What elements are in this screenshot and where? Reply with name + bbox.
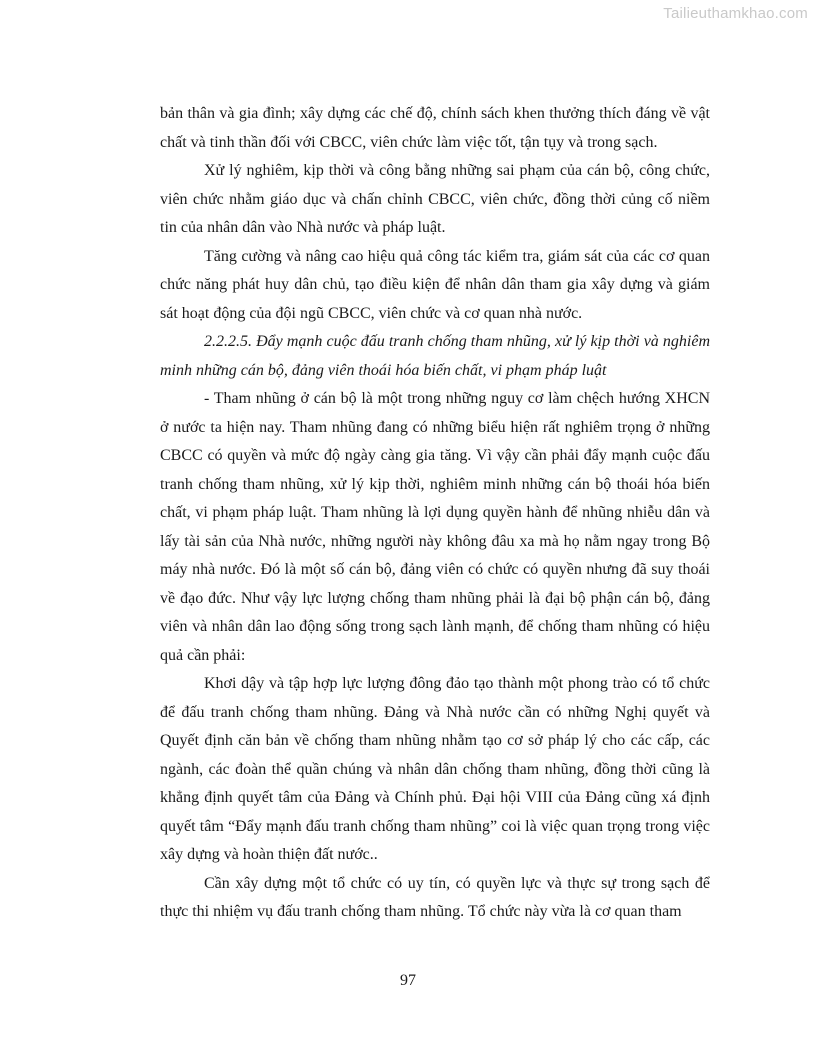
section-heading: 2.2.2.5. Đẩy mạnh cuộc đấu tranh chống tham nhũng, xử lý kịp thời và nghiêm minh những cán bộ, đảng viên thoái hóa biến chất, vi phạm pháp luật <box>160 333 710 379</box>
paragraph-7: Cần xây dựng một tổ chức có uy tín, có quyền lực và thực sự trong sạch để thực thi nhiệm vụ đấu tranh chống tham nhũng. Tổ chức này vừa là cơ quan tham <box>160 874 710 920</box>
paragraph-3: Tăng cường và nâng cao hiệu quả công tác kiểm tra, giám sát của các cơ quan chức năng phát huy dân chủ, tạo điều kiện để nhân dân tham gia xây dựng và giám sát hoạt động của đội ngũ CBCC, viên chức và cơ quan nhà nước. <box>160 247 710 322</box>
document-body <box>160 100 710 927</box>
watermark: Tailieuthamkhao.com <box>663 5 808 22</box>
paragraph-6: Khơi dậy và tập hợp lực lượng đông đảo tạo thành một phong trào có tổ chức để đấu tranh chống tham nhũng. Đảng và Nhà nước cần có những Nghị quyết và Quyết định căn bản về chống tham nhũng nhằm tạo cơ sở pháp lý cho các cấp, các ngành, các đoàn thể quần chúng và nhân dân chống tham nhũng, đồng thời cũng là khẳng định quyết tâm của Đảng và Chính phủ. Đại hội VIII của Đảng cũng xá định quyết tâm “Đẩy mạnh đấu tranh chống tham nhũng” coi là việc quan trọng trong việc xây dựng và hoàn thiện đất nước.. <box>160 675 710 863</box>
paragraph-1: bản thân và gia đình; xây dựng các chế độ, chính sách khen thưởng thích đáng về vật chất và tinh thần đối với CBCC, viên chức làm việc tốt, tận tụy và trong sạch. <box>160 105 710 151</box>
page-number: 97 <box>400 972 416 989</box>
paragraph-2: Xử lý nghiêm, kịp thời và công bằng những sai phạm của cán bộ, công chức, viên chức nhằm giáo dục và chấn chỉnh CBCC, viên chức, đồng thời củng cố niềm tin của nhân dân vào Nhà nước và pháp luật. <box>160 162 710 236</box>
paragraph-5: - Tham nhũng ở cán bộ là một trong những nguy cơ làm chệch hướng XHCN ở nước ta hiện nay. Tham nhũng đang có những biểu hiện rất nghiêm trọng ở những CBCC có quyền và mức độ ngày càng gia tăng. Vì vậy cần phải đẩy mạnh cuộc đấu tranh chống tham nhũng, xử lý kịp thời, nghiêm minh những cán bộ thoái hóa biến chất, vi phạm pháp luật. Tham nhũng là lợi dụng quyền hành để nhũng nhiễu dân và lấy tài sản của Nhà nước, những người này không đâu xa mà họ nằm ngay trong Bộ máy nhà nước. Đó là một số cán bộ, đảng viên có chức có quyền nhưng đã suy thoái về đạo đức. Như vậy lực lượng chống tham nhũng phải là đại bộ phận cán bộ, đảng viên và nhân dân lao động sống trong sạch lành mạnh, để chống tham nhũng có hiệu quả cần phải: <box>160 390 710 664</box>
